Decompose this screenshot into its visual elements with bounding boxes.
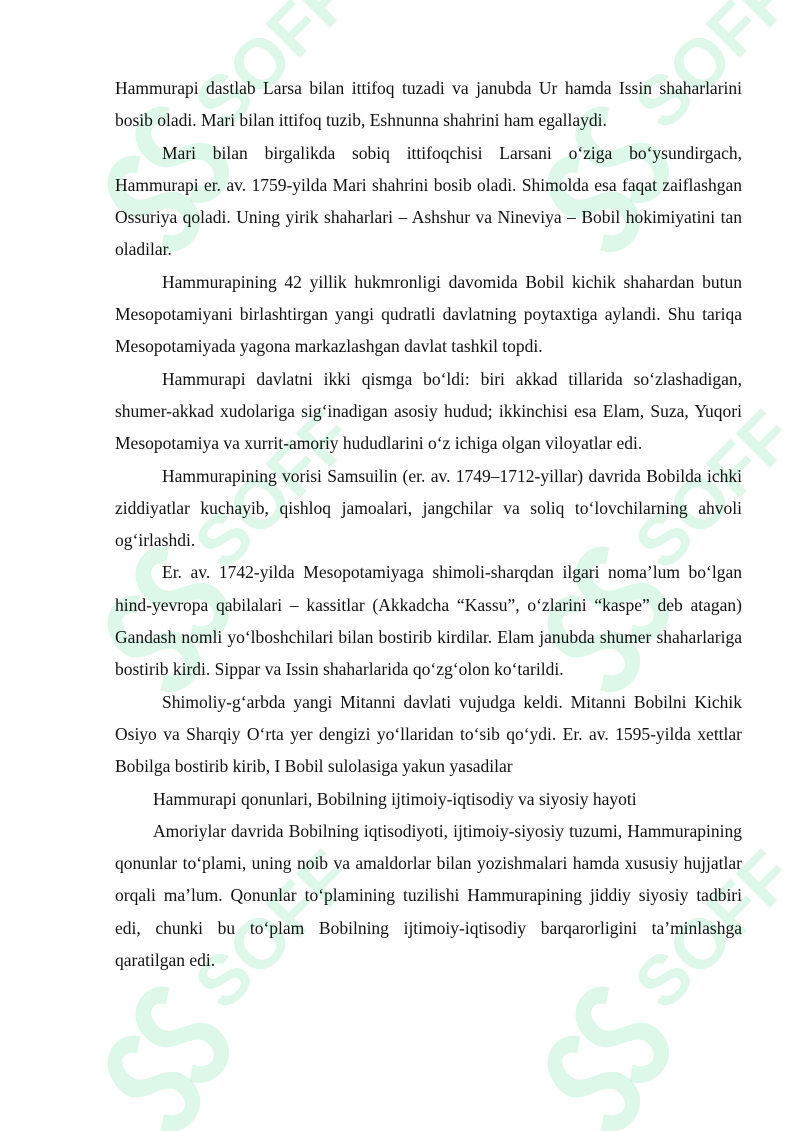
paragraph-2: Mari bilan birgalikda sobiq ittifoqchisi Larsani o‘ziga bo‘ysundirgach, Hammurapi er. av. 1759-yilda Mari shahrini bosib oladi. Shimolda esa faqat zaiflashgan Ossuriya qoladi. Uning yirik shaharlari – Ashshur va Nineviya – Bobil hokimiyatini tan oladilar. [115, 142, 742, 260]
paragraph-final: Amoriylar davrida Bobilning iqtisodiyoti, ijtimoiy-siyosiy tuzumi, Hammurapining qonunlar to‘plami, uning noib va amaldorlar bilan yozishmalari hamda xususiy hujjatlar orqali ma’lum. Qonunlar to‘plamining tuzilishi Hammurapining jiddiy siyosiy tadbiri edi, chunki bu to‘plam Bobilning ijtimoiy-iqtisodiy barqarorligini ta’minlashga qaratilgan edi. [115, 820, 742, 971]
paragraph-7: Shimoliy-g‘arbda yangi Mitanni davlati vujudga keldi. Mitanni Bobilni Kichik Osiyo va Sharqiy O‘rta yer dengizi yo‘llaridan to‘sib qo‘ydi. Er. av. 1595-yilda xettlar Bobilga bostirib kirib, I Bobil sulolasiga yakun yasadilar [115, 691, 742, 777]
paragraph-1: Hammurapi dastlab Larsa bilan ittifoq tuzadi va janubda Ur hamda Issin shaharlarini bosib oladi. Mari bilan ittifoq tuzib, Eshnunna shahrini ham egallaydi. [115, 78, 742, 131]
paragraph-3: Hammurapining 42 yillik hukmronligi davomida Bobil kichik shahardan butun Mesopotamiyani birlashtirgan yangi qudratli davlatning poytaxtiga aylandi. Shu tariqa Mesopotamiyada yagona markazlashgan davlat tashkil topdi. [115, 271, 742, 357]
paragraph-5: Hammurapining vorisi Samsuilin (er. av. 1749–1712-yillar) davrida Bobilda ichki ziddiyatlar kuchayib, qishloq jamoalari, jangchilar va soliq to‘lovchilarning ahvoli og‘irlashdi. [115, 465, 742, 551]
watermark: SOFF [0, 0, 800, 1131]
section-heading: Hammurapi qonunlari, Bobilning ijtimoiy-iqtisodiy va siyosiy hayoti [153, 788, 637, 809]
paragraph-6: Er. av. 1742-yilda Mesopotamiyaga shimoli-sharqdan ilgari noma’lum bo‘lgan hind-yevropa qabilalari – kassitlar (Akkadcha “Kassu”, o‘zlarini “kaspe” deb atagan) Gandash nomli yo‘lboshchilari bilan bostirib kirdilar. Elam janubda shumer shaharlariga bostirib kirdi. Sippar va Issin shaharlarida qo‘zg‘olon ko‘tarildi. [115, 562, 742, 680]
document-body [115, 72, 742, 976]
paragraph-4: Hammurapi davlatni ikki qismga bo‘ldi: biri akkad tillarida so‘zlashadigan, shumer-akkad xudolariga sig‘inadigan asosiy hudud; ikkinchisi esa Elam, Suza, Yuqori Mesopotamiya va xurrit-amoriy hududlarini o‘z ichiga olgan viloyatlar edi. [115, 368, 742, 454]
